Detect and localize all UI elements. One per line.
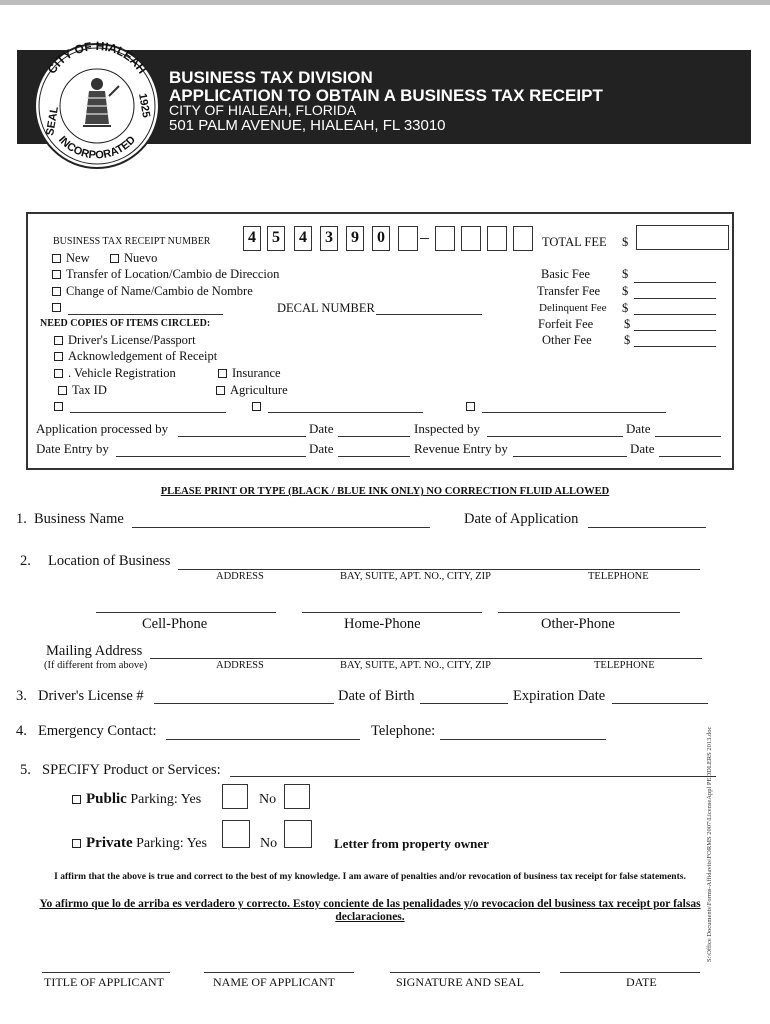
drivers-license-label: Driver's License # — [38, 688, 144, 704]
file-path-footer: S:\Office Documents\Forms-Affidavits\FORMS 2007\LicenseAppl PEDDLERS 2013.doc — [706, 726, 713, 962]
product-services-label: SPECIFY Product or Services: — [42, 762, 221, 778]
other-fee-label: Other Fee — [542, 333, 592, 347]
print-instructions: PLEASE PRINT OR TYPE (BLACK / BLUE INK ONLY) NO CORRECTION FLUID ALLOWED — [160, 486, 610, 497]
copy-tax-id[interactable]: Tax ID — [58, 383, 107, 398]
option-nuevo[interactable]: Nuevo — [110, 251, 157, 266]
checkbox-agriculture[interactable] — [216, 386, 225, 395]
svg-text:1925: 1925 — [136, 92, 153, 119]
copy-drivers-license[interactable]: Driver's License/Passport — [54, 333, 196, 348]
svg-text:INCORPORATED: INCORPORATED — [55, 133, 139, 162]
inspected-date-label: Date — [626, 421, 651, 436]
processed-by-label: Application processed by — [36, 421, 169, 436]
private-yes-box[interactable] — [222, 820, 250, 848]
copy-vehicle-registration[interactable]: . Vehicle Registration — [54, 366, 176, 381]
transfer-fee-dollar: $ — [622, 284, 629, 298]
checkbox-nuevo[interactable] — [110, 254, 119, 263]
total-fee-label: TOTAL FEE — [542, 235, 607, 249]
forfeit-fee-label: Forfeit Fee — [538, 317, 594, 331]
receipt-digit-10[interactable] — [487, 226, 507, 251]
basic-fee-input[interactable] — [634, 282, 716, 283]
mailing-address-label: Mailing Address — [46, 643, 143, 659]
letter-from-owner-label: Letter from property owner — [334, 836, 489, 851]
other-phone-label: Other-Phone — [541, 616, 615, 632]
other-fee-dollar: $ — [624, 333, 631, 347]
checkbox-other-1[interactable] — [54, 402, 63, 411]
inspected-date-line[interactable] — [655, 436, 721, 437]
svg-text:CITY OF HIALEAH: CITY OF HIALEAH — [44, 38, 150, 77]
date-entry-line[interactable] — [116, 456, 306, 457]
receipt-digit-7[interactable] — [398, 226, 418, 251]
receipt-dash: – — [420, 227, 429, 247]
expiration-date-label: Expiration Date — [513, 688, 606, 704]
q3-number: 3. — [16, 688, 27, 704]
transfer-fee-label: Transfer Fee — [537, 284, 601, 298]
checkbox-private[interactable] — [72, 839, 81, 848]
other-3-line[interactable] — [482, 412, 666, 413]
affirmation-english: I affirm that the above is true and correct to the best of my knowledge. I am aware of penalties and/or revocation of business tax receipt for false statements. — [54, 872, 686, 882]
decal-number-label: DECAL NUMBER — [277, 301, 375, 315]
receipt-digit-6: 0 — [372, 226, 390, 251]
location-of-business-label: Location of Business — [48, 553, 171, 569]
copy-other-3[interactable] — [466, 399, 480, 414]
affirmation-spanish: Yo afirmo que lo de arriba es verdadero y correcto. Estoy conciente de las penalidades y/o revocacion del business tax receipt por falsas declaraciones. — [39, 898, 701, 923]
date-label: DATE — [626, 975, 657, 989]
copy-insurance[interactable]: Insurance — [218, 366, 281, 381]
other-2-line[interactable] — [268, 412, 423, 413]
checkbox-transfer[interactable] — [52, 270, 61, 279]
entry-date-line[interactable] — [338, 456, 410, 457]
option-change-name[interactable]: Change of Name/Cambio de Nombre — [52, 284, 253, 299]
location-bay-caption: BAY, SUITE, APT. NO., CITY, ZIP — [340, 571, 492, 582]
checkbox-ack[interactable] — [54, 352, 63, 361]
date-entry-label: Date Entry by — [36, 441, 109, 456]
private-no-label: No — [260, 836, 278, 851]
q1-number: 1. — [16, 511, 27, 527]
emergency-telephone-label: Telephone: — [371, 723, 436, 739]
header-title: APPLICATION TO OBTAIN A BUSINESS TAX RECEIPT — [169, 86, 603, 105]
option-blank[interactable] — [52, 300, 66, 315]
public-no-label: No — [259, 792, 277, 807]
checkbox-insurance[interactable] — [218, 369, 227, 378]
checkbox-public[interactable] — [72, 795, 81, 804]
basic-fee-dollar: $ — [622, 267, 629, 281]
signature-seal-label: SIGNATURE AND SEAL — [396, 975, 525, 989]
delinquent-fee-label: Delinquent Fee — [539, 302, 607, 314]
inspected-by-label: Inspected by — [414, 421, 481, 436]
page-top-edge — [0, 0, 770, 5]
delinquent-fee-input[interactable] — [634, 314, 716, 315]
receipt-number-label: BUSINESS TAX RECEIPT NUMBER — [53, 236, 211, 247]
cell-phone-label: Cell-Phone — [142, 616, 208, 632]
cell-phone-input[interactable] — [96, 612, 276, 613]
basic-fee-label: Basic Fee — [541, 267, 590, 281]
blank-option-line[interactable] — [68, 314, 223, 315]
home-phone-input[interactable] — [302, 612, 482, 613]
other-1-line[interactable] — [70, 412, 226, 413]
header-address: 501 PALM AVENUE, HIALEAH, FL 33010 — [169, 117, 446, 134]
entry-date-label: Date — [309, 441, 334, 456]
city-seal-logo — [15, 36, 167, 172]
other-phone-input[interactable] — [498, 612, 680, 613]
name-of-applicant-line[interactable] — [204, 972, 354, 973]
private-no-box[interactable] — [284, 820, 312, 848]
date-of-application-input[interactable] — [588, 527, 706, 528]
processed-date-line[interactable] — [338, 436, 410, 437]
total-fee-input[interactable] — [636, 225, 729, 250]
total-fee-dollar: $ — [622, 235, 629, 249]
expiration-date-input[interactable] — [612, 703, 708, 704]
q5-number: 5. — [20, 762, 31, 778]
location-of-business-input[interactable] — [178, 569, 700, 570]
date-of-birth-label: Date of Birth — [338, 688, 415, 704]
header-city: CITY OF HIALEAH, FLORIDA — [169, 102, 357, 118]
inspected-by-line[interactable] — [487, 436, 623, 437]
forfeit-fee-dollar: $ — [624, 317, 631, 331]
mailing-note: (If different from above) — [44, 660, 148, 671]
other-fee-input[interactable] — [634, 346, 716, 347]
checkbox-other-3[interactable] — [466, 402, 475, 411]
home-phone-label: Home-Phone — [344, 616, 421, 632]
mailing-address-input[interactable] — [150, 658, 702, 659]
revenue-entry-label: Revenue Entry by — [414, 441, 508, 456]
public-parking-row: Public Parking: Yes — [72, 791, 201, 808]
checkbox-change-name[interactable] — [52, 287, 61, 296]
decal-number-line[interactable] — [376, 314, 482, 315]
header-division: BUSINESS TAX DIVISION — [169, 68, 373, 87]
delinquent-fee-dollar: $ — [622, 301, 629, 315]
processed-by-line[interactable] — [178, 436, 306, 437]
receipt-digit-5: 9 — [346, 226, 364, 251]
private-parking-row: Private Parking: Yes — [72, 835, 207, 852]
location-telephone-caption: TELEPHONE — [588, 571, 649, 582]
checkbox-drivers[interactable] — [54, 336, 63, 345]
revenue-date-label: Date — [630, 441, 655, 456]
copy-acknowledgement[interactable]: Acknowledgement of Receipt — [54, 349, 217, 364]
title-of-applicant-label: TITLE OF APPLICANT — [44, 975, 164, 989]
revenue-entry-line[interactable] — [513, 456, 627, 457]
checkbox-other-2[interactable] — [252, 402, 261, 411]
transfer-fee-input[interactable] — [634, 298, 716, 299]
public-no-box[interactable] — [284, 784, 310, 809]
copy-other-1[interactable] — [54, 399, 68, 414]
checkbox-new[interactable] — [52, 254, 61, 263]
checkbox-blank-1[interactable] — [52, 303, 61, 312]
mailing-address-caption: ADDRESS — [216, 660, 264, 671]
receipt-digit-4: 3 — [320, 226, 338, 251]
receipt-digit-8[interactable] — [435, 226, 455, 251]
receipt-digit-1: 4 — [243, 226, 261, 251]
business-name-label: Business Name — [34, 511, 124, 527]
drivers-license-input[interactable] — [154, 703, 334, 704]
emergency-contact-input[interactable] — [166, 739, 360, 740]
svg-text:SEAL: SEAL — [44, 105, 62, 137]
business-name-input[interactable] — [132, 527, 430, 528]
mailing-telephone-caption: TELEPHONE — [594, 660, 655, 671]
copy-other-2[interactable] — [252, 399, 266, 414]
forfeit-fee-input[interactable] — [634, 330, 716, 331]
location-address-caption: ADDRESS — [216, 571, 264, 582]
receipt-digit-11[interactable] — [513, 226, 533, 251]
receipt-digit-2: 5 — [267, 226, 285, 251]
date-of-birth-input[interactable] — [420, 703, 508, 704]
name-of-applicant-label: NAME OF APPLICANT — [213, 975, 336, 989]
emergency-contact-label: Emergency Contact: — [38, 723, 157, 739]
revenue-date-line[interactable] — [659, 456, 721, 457]
receipt-digit-9[interactable] — [461, 226, 481, 251]
public-yes-box[interactable] — [222, 784, 248, 809]
q2-number: 2. — [20, 553, 31, 569]
checkbox-vehicle[interactable] — [54, 369, 63, 378]
title-of-applicant-line[interactable] — [42, 972, 170, 973]
mailing-bay-caption: BAY, SUITE, APT. NO., CITY, ZIP — [340, 660, 492, 671]
product-services-input[interactable] — [230, 776, 716, 777]
checkbox-tax-id[interactable] — [58, 386, 67, 395]
processed-date-label: Date — [309, 421, 334, 436]
need-copies-label: NEED COPIES OF ITEMS CIRCLED: — [40, 318, 211, 329]
emergency-telephone-input[interactable] — [440, 739, 606, 740]
option-transfer-location[interactable]: Transfer of Location/Cambio de Direccion — [52, 267, 279, 282]
signature-seal-line[interactable] — [390, 972, 540, 973]
copy-agriculture[interactable]: Agriculture — [216, 383, 288, 398]
date-of-application-label: Date of Application — [464, 511, 579, 527]
option-new[interactable]: New — [52, 251, 90, 266]
receipt-digit-3: 4 — [294, 226, 312, 251]
q4-number: 4. — [16, 723, 27, 739]
date-signature-line[interactable] — [560, 972, 700, 973]
